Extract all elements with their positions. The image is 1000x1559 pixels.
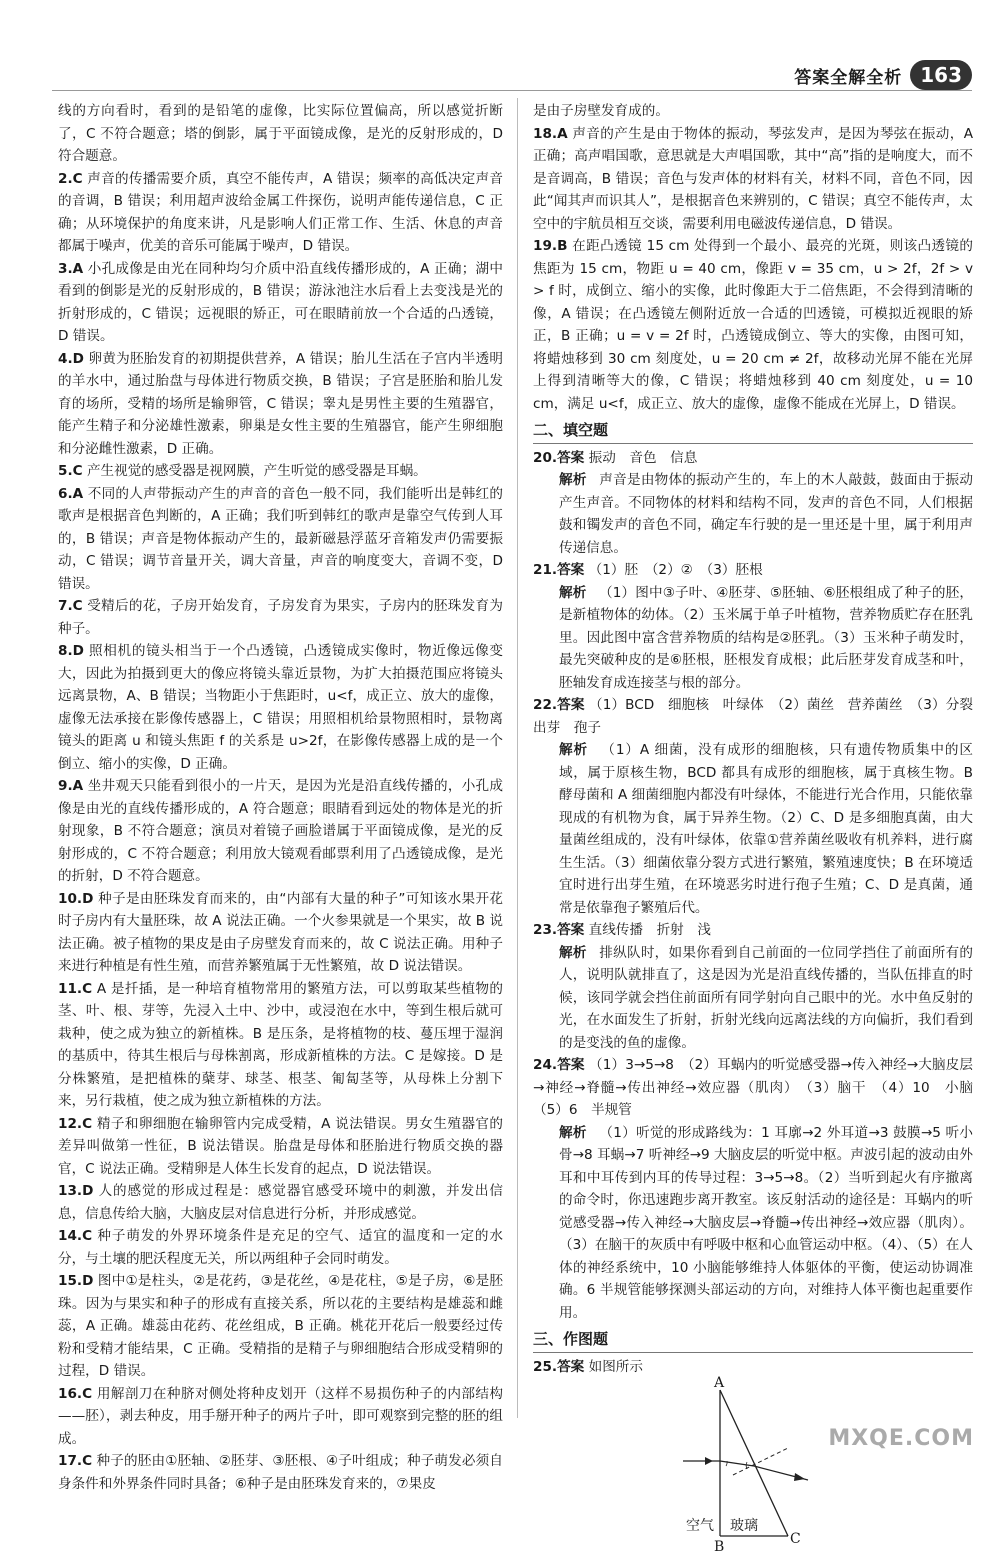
refracted-ray <box>720 1461 754 1466</box>
label-b: B <box>714 1539 725 1555</box>
answer-item <box>533 447 973 470</box>
explanation-tag: 解析 <box>559 472 587 488</box>
item-number: 16.C <box>58 1385 93 1402</box>
answer-item <box>533 694 987 739</box>
item-text: 声音的传播需要介质，真空不能传声，A 错误；频率的高低决定声音的音调，B 错误；利用超声波给金属工件探伤，说明声能传递信息，C 正确；从环境保护的角度来讲，凡是影响人们正常工作、生活、休息的声音都属于噪声，优美的音乐可能属于噪声，D 错误。 <box>58 170 504 254</box>
item-text: 直线传播 折射 浅 <box>588 922 711 938</box>
watermark-text: MXQE.COM <box>828 1426 974 1451</box>
item-number: 6.A <box>58 485 84 502</box>
section-heading: 三、作图题 <box>533 1328 973 1353</box>
item-text: 排纵队时，如果你看到自己前面的一位同学挡住了前面所有的人，说明队就排直了，这是因为光是沿直线传播的，当队伍排直的时候，该同学就会挡住前面所有同学射向自己眼中的光。水中鱼反射的光，在水面发生了折射，折射光线向远离法线的方向偏折，我们看到的是变浅的鱼的虚像。 <box>559 944 973 1051</box>
item-number: 12.C <box>58 1115 93 1132</box>
explanation <box>533 1122 973 1325</box>
emergent-arrow <box>794 1473 805 1481</box>
item-text: 受精后的花，子房开始发育，子房发育为果实，子房内的胚珠发育为种子。 <box>58 598 504 637</box>
item-number: 22.答案 <box>533 697 585 713</box>
item-text: 声音的产生是由于物体的振动，琴弦发声，是因为琴弦在振动，A 正确；高声唱国歌，意思就是大声唱国歌，其中“高”指的是响度大，而不是音调高，B 错误；音色与发声体的材料有关，材料不同，音色不同，因此“闻其声而识其人”，是根据音色来辨别的，C 错误；真空不能传声，太空中的宇航员相互交谈，需要利用电磁波传递信息，D 错误。 <box>533 125 973 232</box>
item-text: 人的感觉的形成过程是：感觉器官感受环境中的刺激，并发出信息，信息传给大脑，大脑皮层对信息进行分析，并形成感觉。 <box>58 1183 503 1222</box>
item-number: 20.答案 <box>533 449 585 466</box>
paragraph <box>58 100 503 168</box>
item-text: 种子的胚由①胚轴、②胚芽、③胚根、④子叶组成；种子萌发必须自身条件和外界条件同时具备；⑥种子是由胚珠发育来的，⑦果皮 <box>58 1453 503 1492</box>
explanation <box>533 582 973 695</box>
item-text: （1）图中③子叶、④胚芽、⑤胚轴、⑥胚根组成了种子的胚，是新植物体的幼体。（2）玉米属于单子叶植物，营养物质贮存在胚乳里。因此图中富含营养物质的结构是②胚乳。（3）玉米种子萌发时，最先突破种皮的是⑥胚根，胚根发育成根；此后胚芽发育成茎和叶，胚轴发育成连接茎与根的部分。 <box>559 584 973 691</box>
header-title: 答案全解全析 <box>794 67 903 88</box>
item-number: 5.C <box>58 463 83 479</box>
item-text: 小孔成像是由光在同种均匀介质中沿直线传播形成的，A 正确；湖中看到的倒影是光的反射形成的，B 错误；游泳池注水后看上去变浅是光的折射形成的，C 错误；远视眼的矫正，可在眼睛前放一个合适的凸透镜，D 错误。 <box>58 260 503 344</box>
item-text: 不同的人声带振动产生的声音的音色一般不同，我们能听出是韩红的歌声是根据音色判断的，A 正确；我们听到韩红的歌声是靠空气传到人耳的，B 错误；声音是物体振动产生的，最新磁悬浮蓝牙音箱发声仍需要振动，C 错误；调节音量开关，调大音量，声音的响度变大，音调不变，D 错误。 <box>58 485 503 592</box>
paragraph-text: 线的方向看时，看到的是铅笔的虚像，比实际位置偏高，所以感觉折断了，C 不符合题意；塔的倒影，属于平面镜成像，是光的反射形成的，D 符合题意。 <box>58 103 503 164</box>
item-number: 10.D <box>58 890 94 907</box>
explanation-tag: 解析 <box>559 944 587 961</box>
item-text: （1）3→5→8 （2）耳蜗内的听觉感受器→传入神经→大脑皮层→神经→脊髓→传出神经→效应器（肌肉） （3）脑干 （4）10 小脑 （5）6 半规管 <box>533 1057 987 1118</box>
item-number: 3.A <box>58 260 84 277</box>
item-text: 图中①是柱头，②是花药，③是花丝，④是花柱，⑤是子房，⑥是胚珠。因为与果实和种子的形成有直接关系，所以花的主要结构是雄蕊和雌蕊，A 正确。雄蕊由花药、花丝组成，B 正确。桃花开花后一般要经过传粉和受精才能结果，C 正确。受精指的是精子与卵细胞结合形成受精卵的过程，D 错误。 <box>58 1273 503 1379</box>
paragraph <box>533 100 973 123</box>
item-number: 23.答案 <box>533 922 585 938</box>
question-item <box>58 1225 503 1270</box>
item-text: 坐井观天只能看到很小的一片天，是因为光是沿直线传播的，小孔成像是由光的直线传播形成的，A 符合题意；眼睛看到远处的物体是光的折射现象，B 不符合题意；演员对着镜子画脸谱属于平面镜成像，是光的反射形成的，C 不符合题意；利用放大镜观看邮票利用了凸透镜成像，是光的折射，D 不符合题意。 <box>58 778 503 884</box>
question-item <box>58 1180 503 1225</box>
item-number: 24.答案 <box>533 1057 585 1073</box>
refraction-figure <box>533 1375 973 1555</box>
explanation-tag: 解析 <box>559 1124 587 1141</box>
item-number: 25.答案 <box>533 1358 585 1375</box>
normal-2 <box>733 1448 788 1475</box>
question-item <box>58 1270 503 1383</box>
question-item <box>58 348 503 461</box>
item-text: 精子和卵细胞在输卵管内完成受精，A 说法错误。男女生殖器官的差异叫做第一性征，B 说法错误。胎盘是母体和胚胎进行物质交换的器官，C 说法正确。受精卵是人体生长发育的起点，D 说法错误。 <box>58 1115 503 1177</box>
answer-item <box>533 559 973 582</box>
item-number: 2.C <box>58 170 83 187</box>
right-column <box>533 100 987 1555</box>
item-number: 21.答案 <box>533 562 585 578</box>
question-item <box>58 775 503 888</box>
left-column <box>58 100 503 1495</box>
answer-item <box>533 1054 987 1122</box>
item-number: 19.B <box>533 238 568 254</box>
answer-item <box>533 919 973 942</box>
question-item <box>58 978 503 1113</box>
question-item <box>58 1383 503 1451</box>
question-item <box>533 123 973 236</box>
paragraph-text: 是由子房壁发育成的。 <box>533 103 669 119</box>
question-item <box>58 595 503 640</box>
question-item <box>58 168 503 258</box>
item-text: 声音是由物体的振动产生的，车上的木人敲鼓，鼓面由于振动产生声音。不同物体的材料和结构不同，发声的音色不同，人们根据鼓和镯发声的音色不同，确定车行驶的是一里还是十里，属于利用声传递信息。 <box>559 472 973 556</box>
item-number: 11.C <box>58 980 93 997</box>
item-number: 8.D <box>58 643 84 659</box>
label-a: A <box>714 1375 725 1391</box>
page-number: 163 <box>910 60 972 90</box>
item-text: 如图所示 <box>588 1358 643 1375</box>
question-item <box>58 640 503 775</box>
item-number: 4.D <box>58 350 84 367</box>
explanation <box>533 469 973 559</box>
section-heading: 二、填空题 <box>533 419 973 444</box>
item-number: 9.A <box>58 778 84 794</box>
label-c: C <box>790 1531 801 1547</box>
item-text: （1）胚 （2）② （3）胚根 <box>588 562 763 578</box>
explanation-tag: 解析 <box>559 742 589 758</box>
item-text: 种子是由胚珠发育而来的，由“内部有大量的种子”可知该水果开花时子房内有大量胚珠，故 A 说法正确。一个火参果就是一个果实，故 B 说法正确。被子植物的果皮是由子房壁发育而来的，故 C 说法正确。用种子来进行种植是有性生殖，而营养繁殖属于无性繁殖，故 D 说法错误。 <box>58 890 503 974</box>
item-number: 18.A <box>533 125 568 142</box>
item-number: 7.C <box>58 598 83 614</box>
item-text: 种子萌发的外界环境条件是充足的空气、适宜的温度和一定的水分，与土壤的肥沃程度无关，所以两组种子会同时萌发。 <box>58 1228 503 1267</box>
question-item <box>533 235 973 415</box>
item-text: 卵黄为胚胎发育的初期提供营养，A 错误；胎儿生活在子宫内半透明的羊水中，通过胎盘与母体进行物质交换，B 错误；子宫是胚胎和胎儿发育的场所，受精的场所是输卵管，C 错误；睾丸是男性主要的生殖器官，能产生精子和分泌雄性激素，卵巢是女性主要的生殖器官，能产生卵细胞和分泌雌性激素，D 正确。 <box>58 350 503 457</box>
explanation <box>533 739 973 919</box>
column-divider <box>517 98 518 1418</box>
question-item <box>58 888 503 978</box>
item-text: （1）A 细菌，没有成形的细胞核，只有遗传物质集中的区域，属于原核生物，BCD 都具有成形的细胞核，属于真核生物。B 酵母菌和 A 细菌细胞内都没有叶绿体，不能进行光合作用，只能依靠现成的有机物为食，属于异养生物。（2）C、D 是多细胞真菌，由大量菌丝组成的，没有叶绿体，依靠①营养菌丝吸收有机养料，进行腐生生活。（3）细菌依靠分裂方式进行繁殖，繁殖速度快；B 在环境适宜时进行出芽生殖，在环境恶劣时进行孢子生殖；C、D 是真菌，通常是依靠孢子繁殖后代。 <box>559 742 973 916</box>
label-glass: 玻璃 <box>730 1518 758 1534</box>
item-text: A 是扦插，是一种培育植物常用的繁殖方法，可以剪取某些植物的茎、叶、根、芽等，先浸入土中、沙中，或浸泡在水中，等到生根后就可栽种，使之成为独立的新植株。B 是压条，是将植物的枝、蔓压埋于湿润的基质中，待其生根后与母株割离，形成新植株的方法。C 是嫁接。D 是分株繁殖，是把植株的蘖芽、球茎、根茎、匍匐茎等，从母株上分割下来，另行栽植，使之成为独立新植株的方法。 <box>58 980 503 1109</box>
explanation <box>533 942 973 1055</box>
question-item <box>58 483 503 596</box>
page-header <box>794 60 972 90</box>
question-item <box>58 1113 503 1181</box>
explanation-tag: 解析 <box>559 584 587 601</box>
item-text: 用解剖刀在种脐对侧处将种皮划开（这样不易损伤种子的内部结构——胚），剥去种皮，用手掰开种子的两片子叶，即可观察到完整的胚的组成。 <box>58 1385 503 1447</box>
answer-item <box>533 1356 973 1379</box>
item-text: （1）BCD 细胞核 叶绿体 （2）菌丝 营养菌丝 （3）分裂 出芽 孢子 <box>533 697 987 736</box>
question-item <box>58 258 503 348</box>
question-item <box>58 1450 503 1495</box>
question-item <box>58 460 503 483</box>
header-rule <box>52 90 972 91</box>
item-text: 振动 音色 信息 <box>588 449 698 466</box>
item-number: 14.C <box>58 1228 93 1244</box>
item-number: 17.C <box>58 1453 93 1469</box>
label-air: 空气 <box>686 1518 714 1534</box>
item-text: 照相机的镜头相当于一个凸透镜，凸透镜成实像时，物近像远像变大，因此为拍摄到更大的像应将镜头靠近景物，为扩大拍摄范围应将镜头远离景物，A、B 错误；当物距小于焦距时，u<f，成正立、放大的虚像，虚像无法承接在影像传感器上，C 错误；用照相机给景物照相时，景物离镜头的距离 u 和镜头焦距 f 的关系是 u>2f，在影像传感器上成的是一个倒立、缩小的实像，D 正确。 <box>58 643 503 772</box>
item-text: 产生视觉的感受器是视网膜，产生听觉的感受器是耳蜗。 <box>86 463 427 479</box>
item-text: 在距凸透镜 15 cm 处得到一个最小、最亮的光斑，则该凸透镜的焦距为 15 cm，物距 u = 40 cm，像距 v = 35 cm，u > 2f，2f > v > f 时，成倒立、缩小的实像，此时像距大于二倍焦距，不会得到清晰的像，A 错误；在凸透镜左侧附近放一合适的凹透镜，可模拟近视眼的矫正，B 正确；u = v = 2f 时，凸透镜成倒立、等大的实像，由图可知，将蜡烛移到 30 cm 刻度处，u = 20 cm ≠ 2f，故移动光屏不能在光屏上得到清晰等大的像，C 错误；将蜡烛移到 40 cm 刻度处，u = 10 cm，满足 u<f，成正立、放大的虚像，虚像不能成在光屏上，D 错误。 <box>533 238 973 412</box>
item-number: 13.D <box>58 1183 94 1199</box>
item-text: （1）听觉的形成路线为：1 耳廓→2 外耳道→3 鼓膜→5 听小骨→8 耳蜗→7 听神经→9 大脑皮层的听觉中枢。声波引起的波动由外耳和中耳传到内耳的传导过程：3→5→8。（2）当听到起火有序撤离的命令时，你迅速跑步离开教室。该反射活动的途径是：耳蜗内的听觉感受器→传入神经→大脑皮层→脊髓→传出神经→效应器（肌肉）。（3）在脑干的灰质中有呼吸中枢和心血管运动中枢。（4）、（5）在人体的神经系统中，10 小脑能够维持人体躯体的平衡，使运动协调准确。6 半规管能够探测头部运动的方向，对维持人体平衡也起重要作用。 <box>559 1124 974 1321</box>
item-number: 15.D <box>58 1273 94 1289</box>
